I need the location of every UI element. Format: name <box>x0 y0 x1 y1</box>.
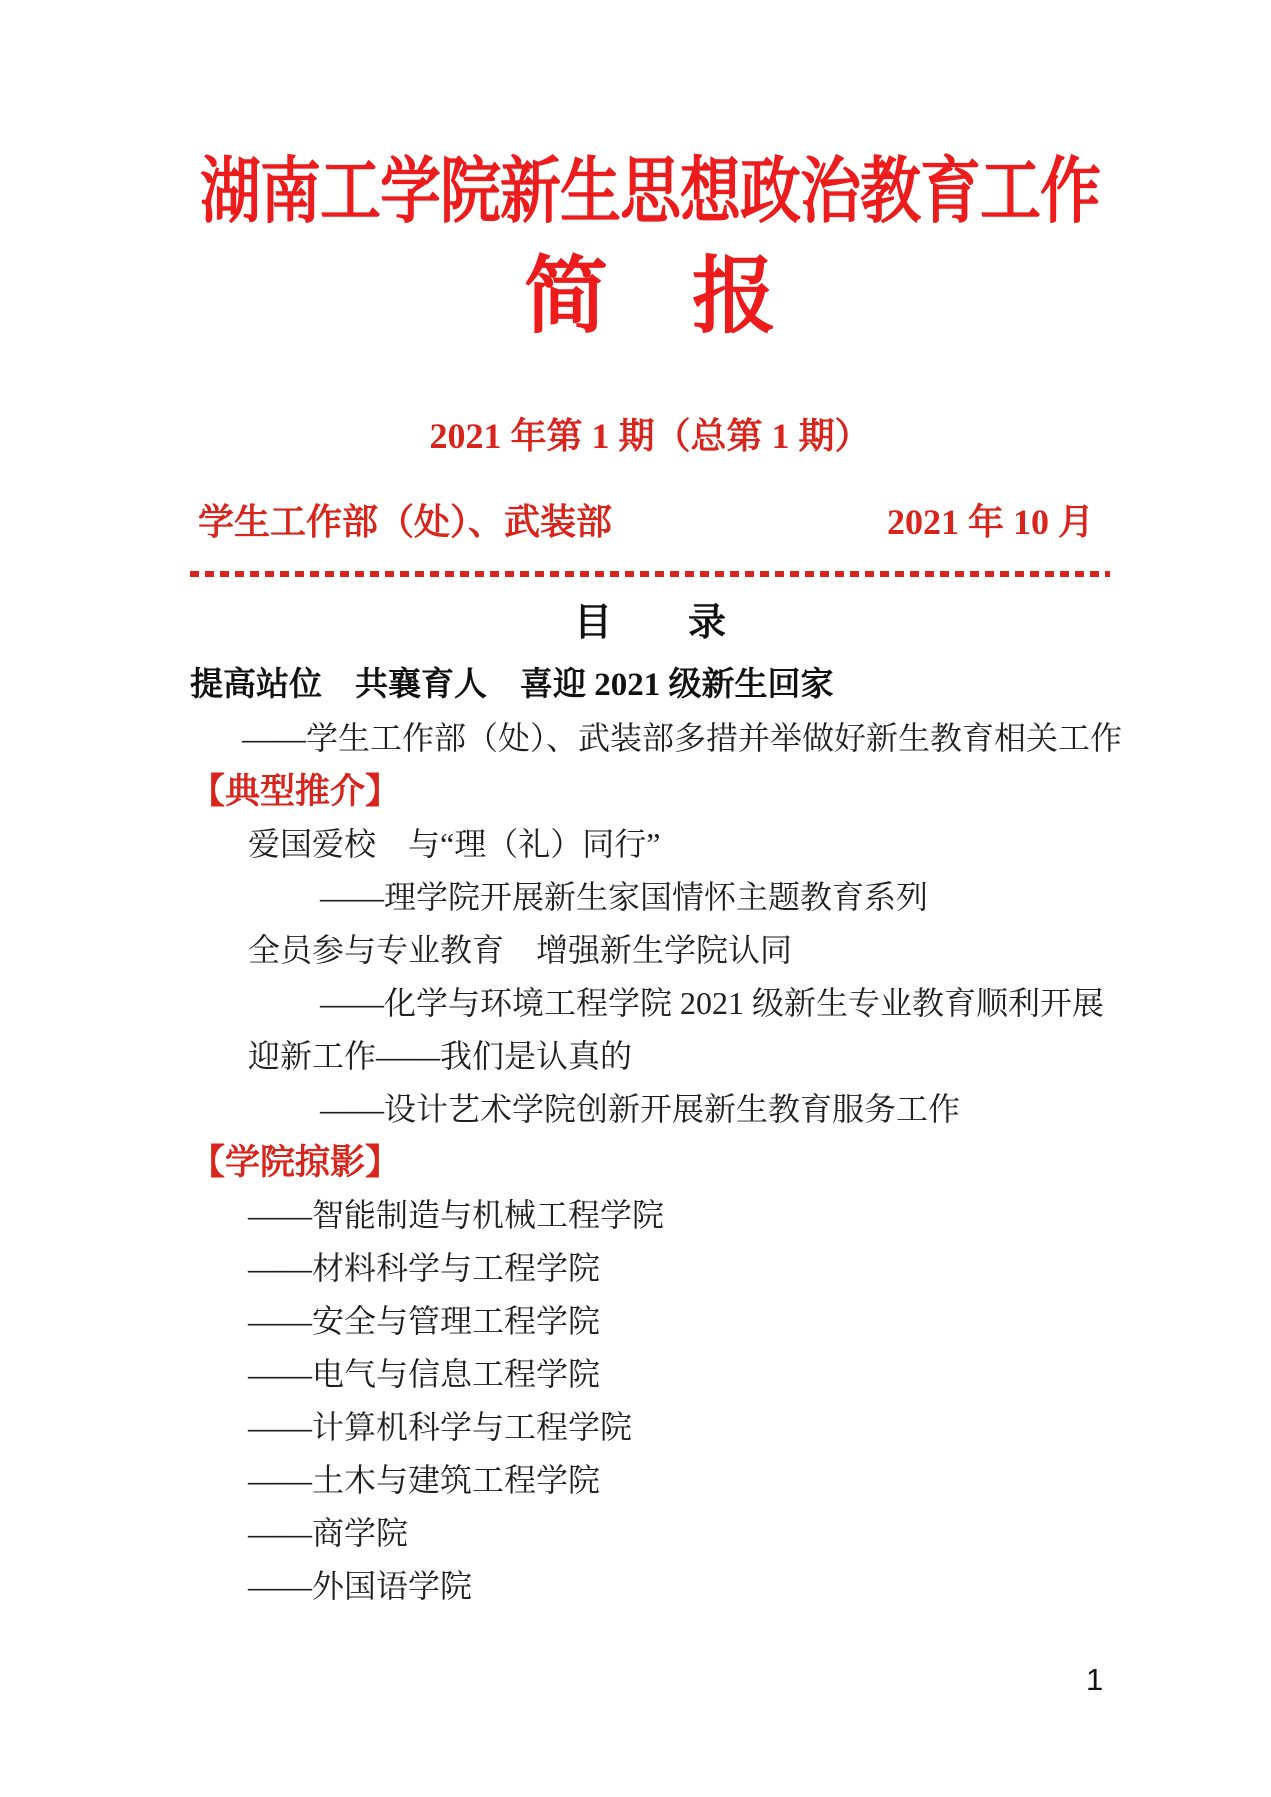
toc-entry: 全员参与专业教育 增强新生学院认同 <box>248 932 793 968</box>
toc-entry: 提高站位 共襄育人 喜迎 2021 级新生回家 <box>190 667 834 703</box>
toc-entry: ——材料科学与工程学院 <box>248 1250 601 1286</box>
toc-entry: ——土木与建筑工程学院 <box>248 1462 601 1498</box>
publish-date: 2021 年 10 月 <box>886 502 1094 542</box>
toc-section <box>190 601 1123 1613</box>
toc-entry: 迎新工作——我们是认真的 <box>248 1038 633 1074</box>
toc-entry: ——学生工作部（处）、武装部多措并举做好新生教育相关工作 <box>242 720 1123 756</box>
toc-entry: ——安全与管理工程学院 <box>248 1303 601 1339</box>
dashed-divider <box>190 571 1110 577</box>
toc-entry: ——理学院开展新生家国情怀主题教育系列 <box>320 879 929 915</box>
toc-entry: ——计算机科学与工程学院 <box>248 1409 633 1445</box>
toc-entry: ——外国语学院 <box>248 1568 473 1604</box>
toc-entry: ——设计艺术学院创新开展新生教育服务工作 <box>320 1091 961 1127</box>
publisher-name: 学生工作部（处）、武装部 <box>198 502 613 542</box>
toc-entry: 【学院掠影】 <box>190 1143 401 1182</box>
toc-entry: ——电气与信息工程学院 <box>248 1356 601 1392</box>
toc-entry: ——智能制造与机械工程学院 <box>248 1197 665 1233</box>
toc-heading: 目 录 <box>573 602 726 644</box>
toc-entry: 爱国爱校 与“理（礼）同行” <box>248 826 661 862</box>
page-number: 1 <box>1086 1662 1104 1697</box>
masthead <box>190 155 1110 577</box>
bulletin-name: 简 报 <box>523 251 776 344</box>
toc <box>190 659 1123 1613</box>
toc-entry: ——商学院 <box>248 1515 409 1551</box>
masthead-title: 湖南工学院新生思想政治教育工作 <box>199 153 1100 233</box>
toc-entry: 【典型推介】 <box>190 772 401 811</box>
toc-entry: ——化学与环境工程学院 2021 级新生专业教育顺利开展 <box>320 985 1105 1021</box>
publisher-row <box>190 503 1110 541</box>
issue-line: 2021 年第 1 期（总第 1 期） <box>429 416 871 456</box>
